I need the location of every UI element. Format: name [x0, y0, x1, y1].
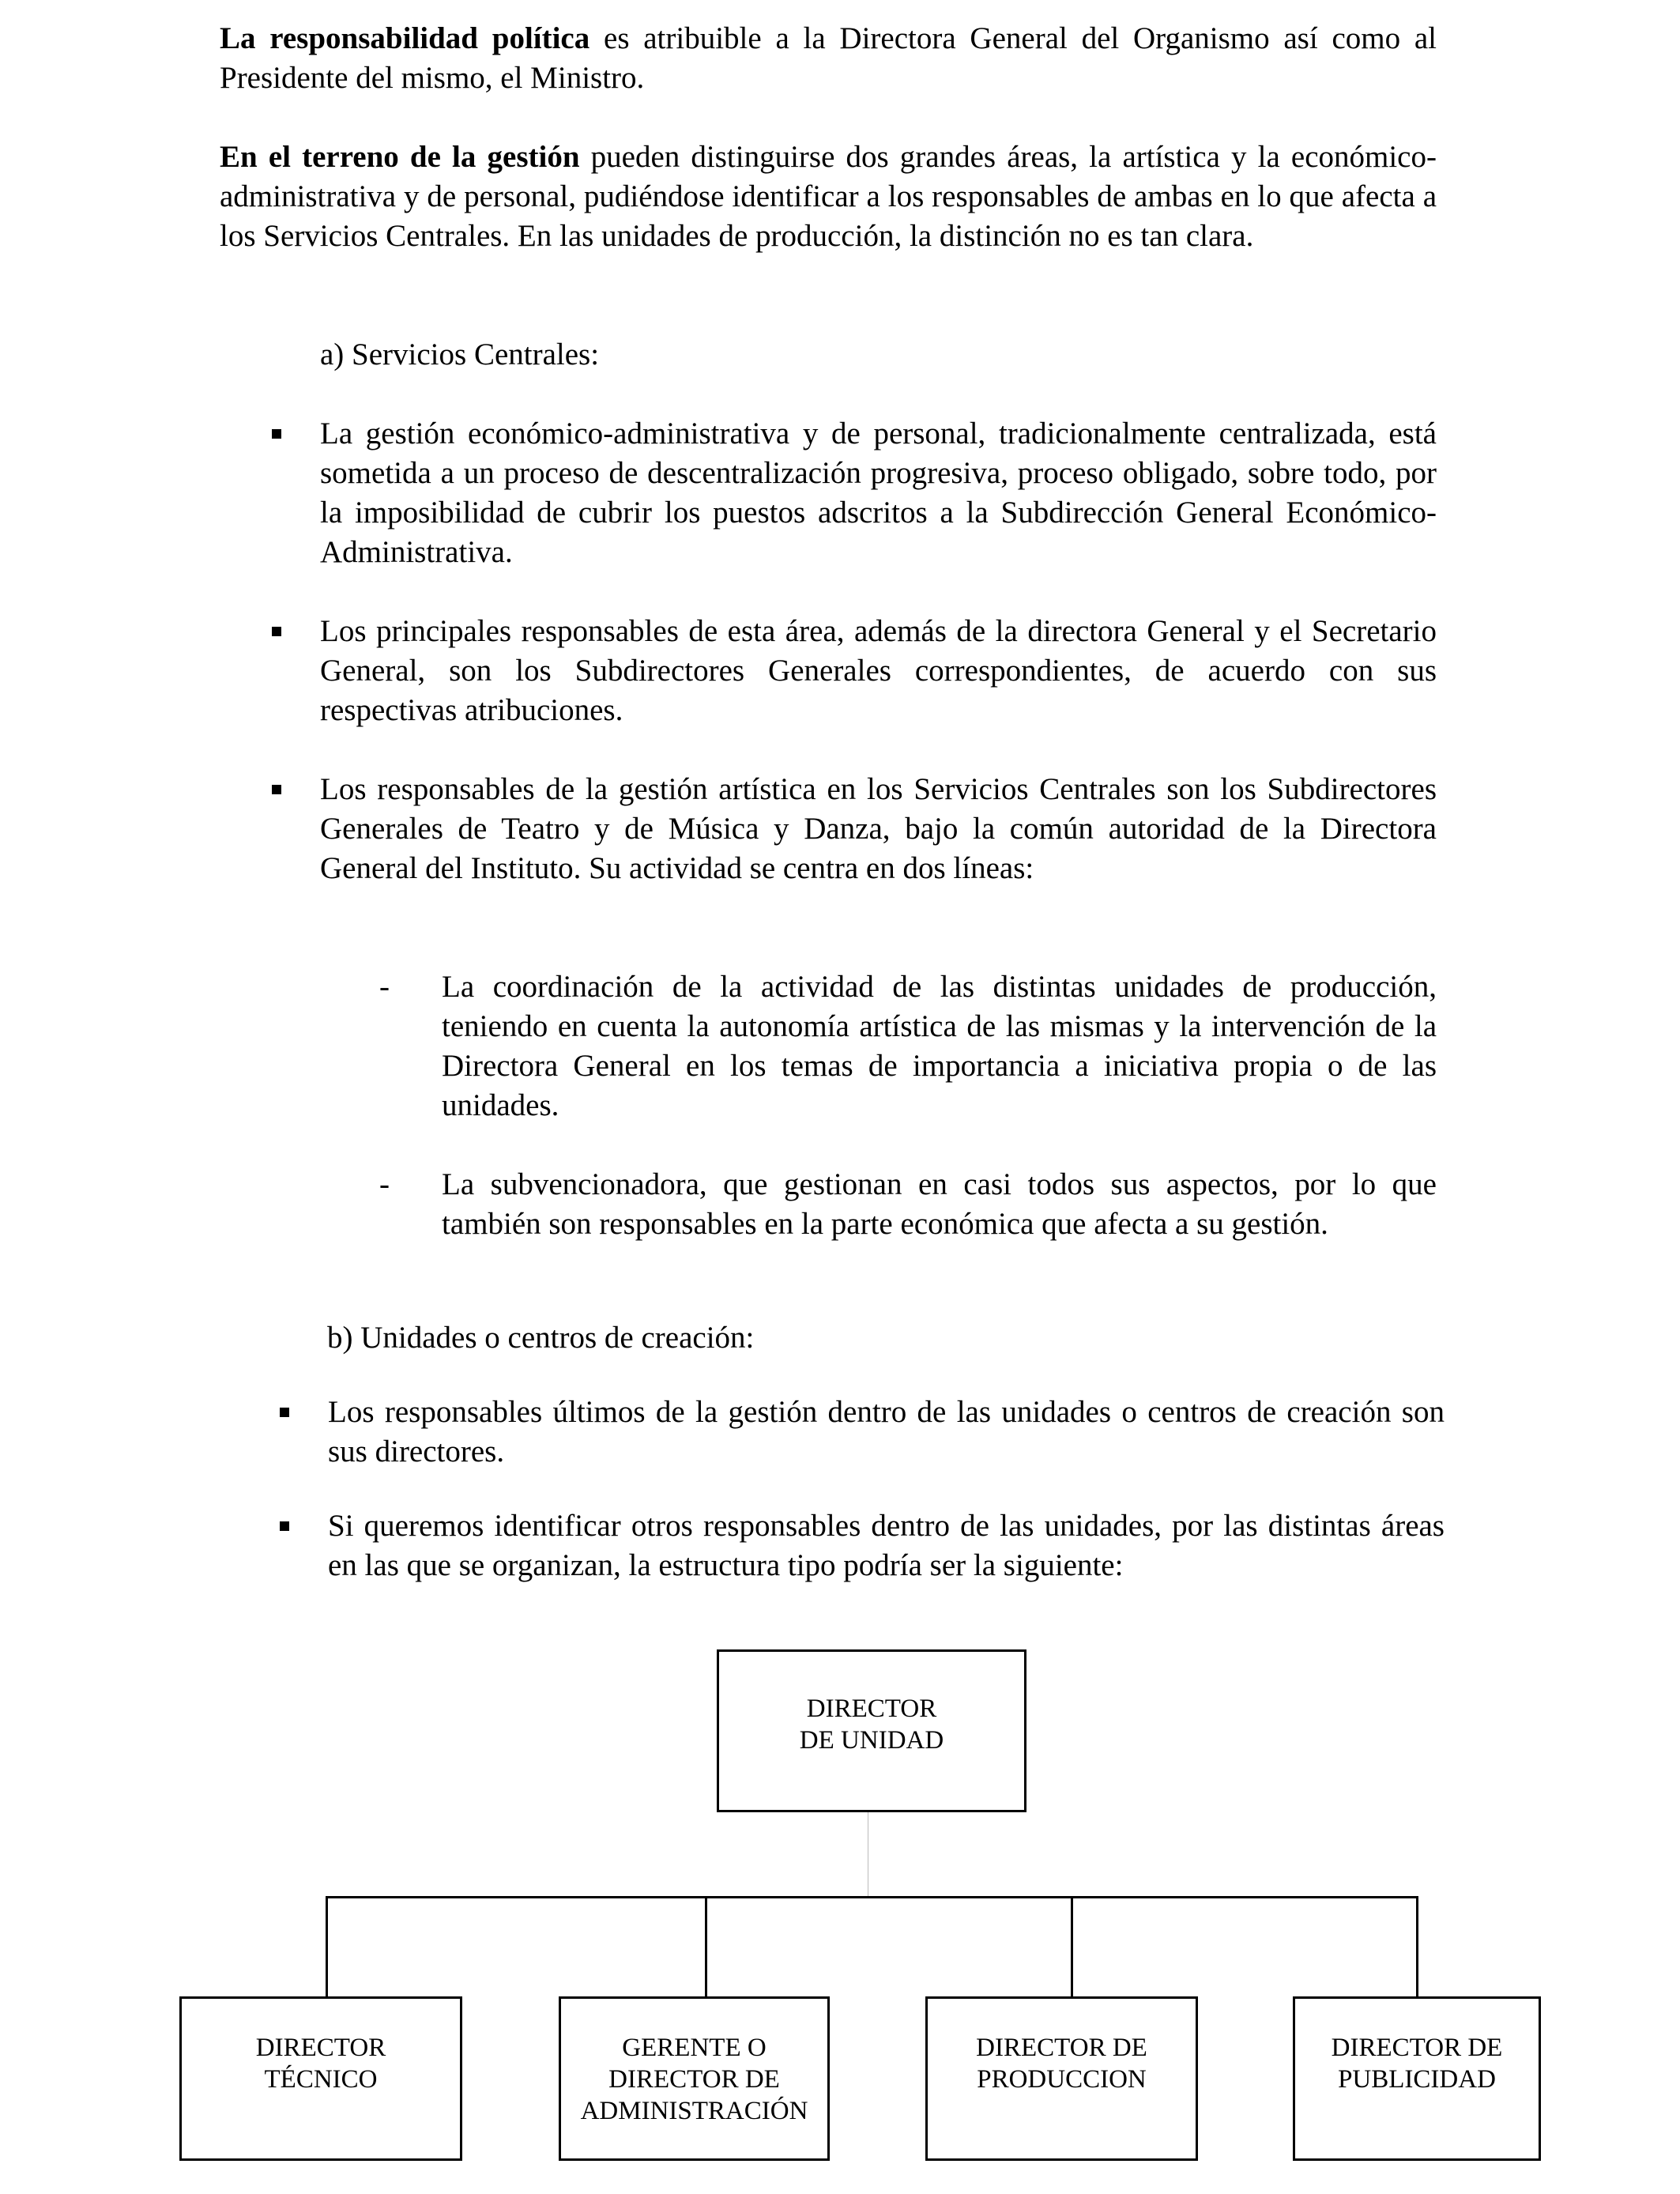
sub-list-item: La subvencionadora, que gestionan en casi todos sus aspectos, por lo que también son responsables en la parte económica que afecta a su gestión. [442, 1167, 1437, 1241]
paragraph-political-responsibility [220, 19, 1437, 98]
org-box-director-unidad [717, 1649, 1026, 1812]
org-box-line: DIRECTOR [255, 2034, 386, 2062]
paragraph-management [220, 138, 1437, 256]
connector-drop [326, 1896, 328, 1996]
connector-drop [1071, 1896, 1073, 1996]
bullet-square-icon [272, 785, 281, 794]
org-box-line: TÉCNICO [264, 2065, 378, 2094]
org-box-line: DIRECTOR [806, 1695, 937, 1723]
org-box-line: GERENTE O [622, 2034, 767, 2062]
org-box-gerente-administracion [559, 1996, 830, 2161]
list-item: Si queremos identificar otros responsables dentro de las unidades, por las distintas áreas en las que se organizan, la estructura tipo podría ser la siguiente: [328, 1509, 1445, 1582]
list-item: Los responsables de la gestión artística en los Servicios Centrales son los Subdirectores Generales de Teatro y de Música y Danza, bajo la común autoridad de la Directora General del Instituto. Su actividad se centra en dos líneas: [320, 772, 1437, 885]
list-item: Los principales responsables de esta área, además de la directora General y el Secretario General, son los Subdirectores Generales correspondientes, de acuerdo con sus respectivas atribuciones. [320, 614, 1437, 727]
list-item: La gestión económico-administrativa y de personal, tradicionalmente centralizada, está sometida a un proceso de descentralización progresiva, proceso obligado, sobre todo, por la imposibilidad de cubrir los puestos adscritos a la Subdirección General Económico-Administrativa. [320, 417, 1437, 569]
org-box-line: DIRECTOR DE [608, 2065, 780, 2094]
org-box-line: ADMINISTRACIÓN [580, 2097, 808, 2125]
dash-marker: - [379, 1167, 390, 1201]
org-box-line: PRODUCCION [977, 2065, 1147, 2094]
connector-drop [1416, 1896, 1418, 1996]
sub-list-item: La coordinación de la actividad de las distintas unidades de producción, teniendo en cuenta la autonomía artística de las mismas y la intervención de la Directora General en los temas de importancia a iniciativa propia o de las unidades. [442, 970, 1437, 1122]
bold-lead-political: La responsabilidad política [220, 21, 590, 55]
org-box-line: DIRECTOR DE [976, 2034, 1147, 2062]
section-b-heading: b) Unidades o centros de creación: [327, 1321, 755, 1355]
org-box-line: DE UNIDAD [799, 1726, 944, 1755]
connector-horizontal [326, 1896, 1418, 1898]
section-a-heading: a) Servicios Centrales: [320, 337, 600, 371]
bullet-square-icon [272, 627, 281, 636]
org-box-line: DIRECTOR DE [1331, 2034, 1503, 2062]
bullet-square-icon [272, 429, 281, 439]
connector-drop [705, 1896, 707, 1996]
bold-lead-management: En el terreno de la gestión [220, 140, 580, 174]
org-box-director-tecnico [179, 1996, 462, 2161]
org-box-line: PUBLICIDAD [1338, 2065, 1496, 2094]
bullet-square-icon [280, 1408, 289, 1417]
paragraph-text: pueden distinguirse dos grandes áreas, la artística y la económico-administrativa y de personal, pudiéndose identificar a los responsables de ambas en lo que afecta a los Servicios Centrales. En las unidades de producción, la distinción no es tan clara. [220, 140, 1437, 253]
paragraph-text: es atribuible a la Directora General del Organismo así como al Presidente del mismo, el Ministro. [220, 21, 1437, 95]
org-box-director-publicidad [1293, 1996, 1541, 2161]
bullet-square-icon [280, 1521, 289, 1531]
org-box-director-produccion [925, 1996, 1198, 2161]
list-item: Los responsables últimos de la gestión dentro de las unidades o centros de creación son sus directores. [328, 1395, 1445, 1468]
dash-marker: - [379, 970, 390, 1004]
